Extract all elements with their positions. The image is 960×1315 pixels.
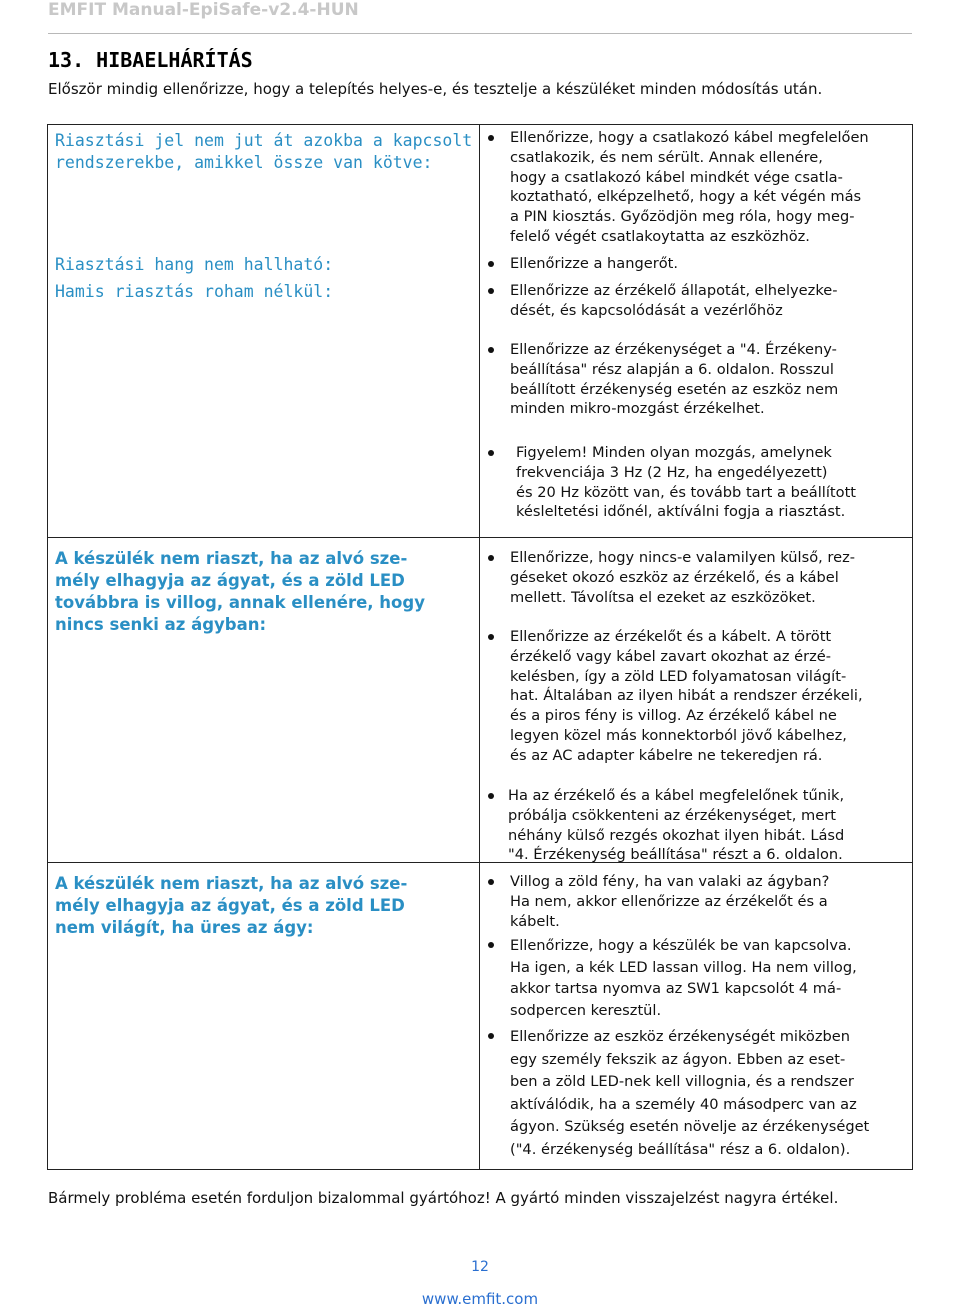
problem-label-led-off: A készülék nem riaszt, ha az alvó sze- mély elhagyja az ágyat, és a zöld LED nem világít, ha üres az ágy: (55, 874, 408, 937)
list-item-text: Ellenőrizze az érzékenységet a "4. Érzékeny- beállítása" rész alapján a 6. oldalon. Rosszul beállított érzékenység esetén az eszköz nem minden mikro-mozgást érzékelhet. (510, 341, 839, 418)
list-item (488, 340, 912, 418)
intro-text: Először mindig ellenőrizze, hogy a telepítés helyes-e, és tesztelje a készüléket minden módosítás után. (48, 80, 823, 98)
list-item-text: Ellenőrizze a hangerőt. (510, 255, 679, 272)
list-item-text: Ellenőrizze az érzékelőt és a kábelt. A törött érzékelő vagy kábel zavart okozhat az érzé- kelésben, így a zöld LED folyamatosan világít- hat. Általában az ilyen hibát a rendszer érzékeli, és a piros fény is villog. Az érzékelő kábel ne legyen közel más konnektorból jövő kábelhez, és az AC adapter kábelre ne tekeredjen rá. (510, 628, 863, 764)
list-item (488, 281, 912, 340)
list-item (488, 627, 912, 764)
bullet-icon (488, 555, 494, 561)
list-item (488, 786, 912, 864)
page-number: 12 (471, 1259, 489, 1275)
bullet-icon (488, 135, 494, 141)
bullet-icon (488, 347, 494, 353)
table-row-divider (47, 537, 913, 538)
list-item (488, 872, 912, 931)
bullet-icon (488, 942, 494, 948)
list-item-text: Ellenőrizze, hogy nincs-e valamilyen külső, rez- géseket okozó eszköz az érzékelő, és a kábel mellett. Távolítsa el ezeket az eszközöket. (510, 549, 856, 606)
bullet-icon (488, 879, 494, 885)
table-column-divider (479, 124, 480, 1170)
problem-label-led-blinking: A készülék nem riaszt, ha az alvó sze- mély elhagyja az ágyat, és a zöld LED továbbra is villog, annak ellenére, hogy nincs senki az ágyban: (55, 549, 425, 634)
problem-label-false-alarm: Hamis riasztás roham nélkül: (55, 282, 334, 301)
bullet-icon (488, 1033, 494, 1039)
section-title: 13. HIBAELHÁRÍTÁS (48, 48, 253, 72)
list-item-text: Ellenőrizze, hogy a készülék be van kapcsolva. Ha igen, a kék LED lassan villog. Ha nem villog, akkor tartsa nyomva az SW1 kapcsolót 4 má- sodpercen keresztül. (510, 937, 857, 1019)
bullet-icon (488, 634, 494, 640)
document-header: EMFIT Manual-EpiSafe-v2.4-HUN (48, 0, 359, 20)
problem-label-signal: Riasztási jel nem jut át azokba a kapcsolt rendszerekbe, amikkel össze van kötve: (55, 131, 473, 172)
footer-note: Bármely probléma esetén forduljon bizalommal gyártóhoz! A gyártó minden visszajelzést nagyra értékel. (48, 1189, 839, 1207)
website-link[interactable]: www.emfit.com (421, 1290, 539, 1308)
list-item (488, 128, 912, 245)
list-item-text: Ha az érzékelő és a kábel megfelelőnek tűnik, próbálja csökkenteni az érzékenységet, mert néhány külső rezgés okozhat ilyen hibát. Lásd "4. Érzékenység beállítása" részt a 6. oldalon. (508, 787, 845, 864)
bullet-icon (488, 450, 494, 456)
list-item (488, 1026, 912, 1158)
list-item-text: Ellenőrizze az eszköz érzékenységét miközben egy személy fekszik az ágyon. Ebben az eset- ben a zöld LED-nek kell villognia, és a rendszer aktíválódik, ha a személy 40 másodperc van az ágyon. Szükség esetén növelje az érzékenységet ("4. érzékenység beállítása" rész a 6. oldalon). (510, 1028, 870, 1158)
bullet-icon (488, 793, 494, 799)
list-item-text: Ellenőrizze az érzékelő állapotát, elhelyezke- dését, és kapcsolódását a vezérlőhöz (510, 282, 838, 319)
list-item (488, 548, 912, 607)
bullet-icon (488, 288, 494, 294)
list-item (488, 443, 912, 521)
problem-label-sound: Riasztási hang nem hallható: (55, 255, 334, 274)
list-item-text: Ellenőrizze, hogy a csatlakozó kábel megfelelően csatlakozik, és nem sérült. Annak ellenére, hogy a csatlakozó kábel mindkét vége csatla- koztatható, elképzelhető, hogy a két végén más a PIN kiosztás. Győzödjön meg róla, hogy meg- felelő végét csatlakoytatta az eszközhöz. (510, 129, 869, 245)
list-item-text: Figyelem! Minden olyan mozgás, amelynek frekvenciája 3 Hz (2 Hz, ha engedélyezett) és 20 Hz között van, és tovább tart a beállított késleltetési időnél, aktíválni fogja a riasztást. (516, 444, 857, 521)
list-item (488, 935, 912, 1019)
header-divider (48, 33, 912, 34)
list-item-text: Villog a zöld fény, ha van valaki az ágyban? Ha nem, akkor ellenőrizze az érzékelőt és a kábelt. (510, 873, 830, 930)
bullet-icon (488, 261, 494, 267)
